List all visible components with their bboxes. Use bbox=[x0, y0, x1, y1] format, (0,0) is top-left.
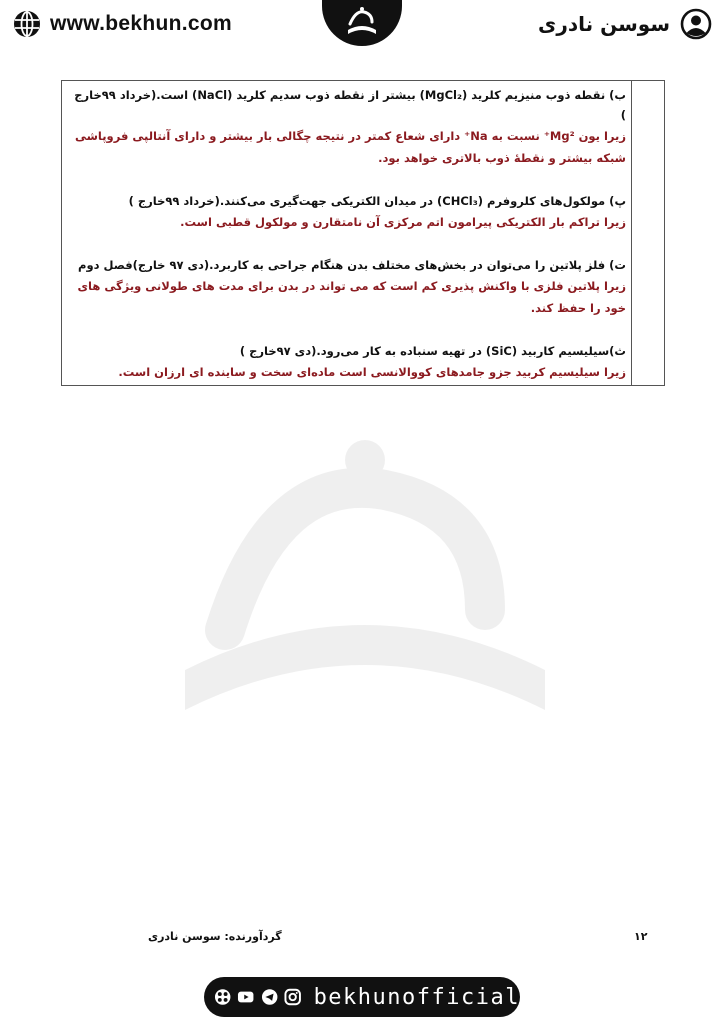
author-block bbox=[538, 8, 712, 40]
watermark-logo bbox=[165, 430, 565, 730]
question-list bbox=[70, 85, 626, 405]
bekhun-logo bbox=[322, 0, 402, 46]
question-text: ب) نقطه ذوب منیزیم کلرید (MgCl₂) بیشتر از نقطه ذوب سدیم کلرید (NaCl) است.(خرداد ۹۹خارج ) bbox=[74, 88, 626, 122]
answer-text: زیرا سیلیسیم کربید جزو جامدهای کووالانسی است ماده‌ای سخت و ساینده ای ارزان است. bbox=[118, 365, 626, 379]
social-bar[interactable] bbox=[204, 977, 520, 1017]
question-box bbox=[61, 80, 665, 386]
answer-text: زیرا تراکم بار الکتریکی پیرامون اتم مرکزی آن نامتقارن و مولکول قطبی است. bbox=[180, 215, 626, 229]
page-header bbox=[0, 0, 724, 50]
question-item bbox=[70, 191, 626, 233]
website-url[interactable]: www.bekhun.com bbox=[50, 12, 232, 35]
globe-icon bbox=[12, 9, 42, 39]
website-block[interactable] bbox=[12, 9, 232, 39]
author-name: سوسن نادری bbox=[538, 12, 670, 36]
answer-text: زیرا یون Mg²⁺ نسبت به Na⁺ دارای شعاع کمتر در نتیجه چگالی بار بیشتر و دارای آنتالپی فروپاشی شبکه بیشتر و نقطهٔ ذوب بالاتری خواهد بود. bbox=[74, 129, 626, 165]
answer-text: زیرا پلاتین فلزی با واکنش پذیری کم است که می تواند در بدن برای مدت های طولانی ویژگی های خود را حفظ کند. bbox=[77, 279, 626, 315]
youtube-icon[interactable] bbox=[237, 988, 254, 1006]
question-item bbox=[70, 85, 626, 169]
telegram-icon[interactable] bbox=[261, 988, 278, 1006]
question-item bbox=[70, 341, 626, 383]
question-text: ت) فلز پلاتین را می‌توان در بخش‌های مختلف بدن هنگام جراحی به کاربرد.(دی ۹۷ خارج)فصل دوم bbox=[78, 258, 626, 272]
page-number: ۱۲ bbox=[634, 930, 648, 943]
question-text: پ) مولکول‌های کلروفرم (CHCl₃) در میدان الکتریکی جهت‌گیری می‌کنند.(خرداد ۹۹خارج ) bbox=[128, 194, 626, 208]
aparat-icon[interactable] bbox=[214, 988, 231, 1006]
book-logo-icon bbox=[342, 4, 382, 40]
instagram-icon[interactable] bbox=[284, 988, 301, 1006]
question-number-column bbox=[631, 81, 632, 385]
social-handle[interactable]: bekhunofficial bbox=[313, 984, 520, 1010]
question-item bbox=[70, 255, 626, 319]
question-text: ث)سیلیسیم کاربید (SiC) در تهیه سنباده به کار می‌رود.(دی ۹۷خارج ) bbox=[239, 344, 626, 358]
user-icon bbox=[680, 8, 712, 40]
compiler-credit: گردآورنده: سوسن نادری bbox=[148, 930, 282, 943]
